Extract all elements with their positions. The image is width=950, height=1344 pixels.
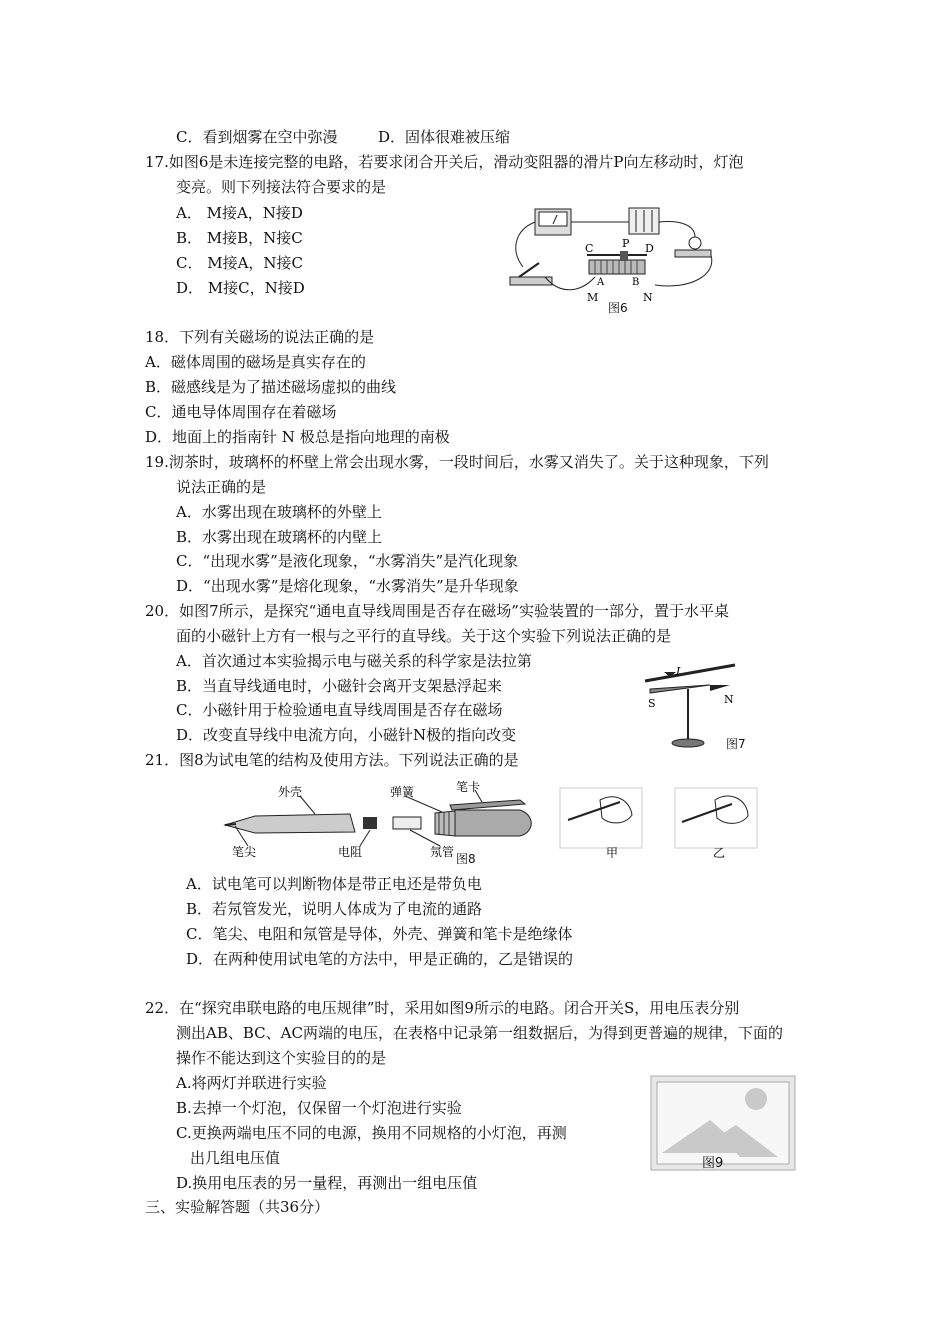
q18-stem: 18．下列有关磁场的说法正确的是: [145, 328, 375, 346]
q17-stem-line1: 17.如图6是未连接完整的电路，若要求闭合开关后，滑动变阻器的滑片P向左移动时，灯泡: [145, 153, 744, 171]
fig8-label-yi: 乙: [713, 846, 726, 858]
q18-option-d: D．地面上的指南针 N 极总是指向地理的南极: [145, 428, 450, 446]
figure-8-caption: 图8: [456, 852, 476, 866]
q20-stem-line1: 20．如图7所示，是探究“通电直导线周围是否存在磁场”实验装置的一部分，置于水平桌: [145, 602, 729, 620]
fig7-label-current: I: [676, 665, 681, 678]
fig7-label-n: N: [724, 693, 734, 706]
q18-option-c: C．通电导体周围存在着磁场: [145, 403, 337, 421]
q22-option-a: A.将两灯并联进行实验: [176, 1074, 327, 1092]
q21-option-a: A．试电笔可以判断物体是带正电还是带负电: [186, 875, 482, 893]
q20-option-c: C．小磁针用于检验通电直导线周围是否存在磁场: [176, 701, 503, 719]
q17-option-a: A． M接A，N接D: [176, 204, 303, 222]
q18-option-b: B．磁感线是为了描述磁场虚拟的曲线: [145, 378, 397, 396]
figure-7-caption: 图7: [726, 737, 746, 751]
q22-option-b: B.去掉一个灯泡，仅保留一个灯泡进行实验: [176, 1099, 462, 1117]
fig8-label-jia: 甲: [606, 846, 619, 858]
q21-option-b: B．若氖管发光，说明人体成为了电流的通路: [186, 900, 483, 918]
fig6-label-p: P: [622, 237, 630, 250]
fig8-label-shell: 外壳: [278, 785, 303, 799]
q21-option-c: C．笔尖、电阻和氖管是导体，外壳、弹簧和笔卡是绝缘体: [186, 925, 573, 943]
q18-option-a: A．磁体周围的磁场是真实存在的: [145, 353, 366, 371]
q20-stem-line2: 面的小磁针上方有一根与之平行的直导线。关于这个实验下列说法正确的是: [176, 627, 672, 645]
figure-7-apparatus: [640, 655, 770, 755]
q22-stem-line3: 操作不能达到这个实验目的的是: [176, 1049, 387, 1067]
fig6-label-b: B: [632, 277, 640, 288]
fig8-label-neon: 氖管: [430, 845, 455, 858]
figure-9-caption: 图9: [702, 1156, 724, 1171]
fig6-label-n: N: [643, 291, 653, 304]
q17-option-c: C． M接A，N接C: [176, 254, 304, 272]
q16-option-c: C．看到烟雾在空中弥漫: [176, 128, 338, 146]
q22-stem-line1: 22．在“探究串联电路的电压规律”时，采用如图9所示的电路。闭合开关S，用电压表分别: [145, 999, 740, 1017]
q17-stem-line2: 变亮。则下列接法符合要求的是: [176, 178, 387, 196]
q20-option-a: A．首次通过本实验揭示电与磁关系的科学家是法拉第: [176, 652, 532, 670]
q22-option-c-line2: 出几组电压值: [190, 1149, 281, 1167]
q19-option-b: B．水雾出现在玻璃杯的内壁上: [176, 528, 383, 546]
q19-option-d: D．“出现水雾”是熔化现象，“水雾消失”是升华现象: [176, 577, 519, 595]
q17-option-d: D． M接C，N接D: [176, 279, 305, 297]
q19-option-a: A．水雾出现在玻璃杯的外壁上: [176, 503, 382, 521]
section-3-title: 三、实验解答题（共36分）: [145, 1198, 330, 1216]
q20-option-b: B．当直导线通电时，小磁针会离开支架悬浮起来: [176, 677, 503, 695]
q21-stem: 21．图8为试电笔的结构及使用方法。下列说法正确的是: [145, 751, 519, 769]
q22-stem-line2: 测出AB、BC、AC两端的电压，在表格中记录第一组数据后，为得到更普遍的规律，下面的: [176, 1024, 783, 1042]
q19-stem-line2: 说法正确的是: [176, 478, 267, 496]
q20-option-d: D．改变直导线中电流方向，小磁针N极的指向改变: [176, 726, 517, 744]
q21-option-d: D．在两种使用试电笔的方法中，甲是正确的，乙是错误的: [186, 950, 574, 968]
figure-6-caption: 图6: [608, 301, 628, 315]
fig8-label-resistor: 电阻: [338, 845, 363, 858]
q22-option-c-line1: C.更换两端电压不同的电源，换用不同规格的小灯泡，再测: [176, 1124, 567, 1142]
fig6-label-m: M: [587, 291, 599, 304]
figure-8-test-pen: [220, 780, 780, 858]
fig8-label-spring: 弹簧: [390, 785, 415, 799]
fig8-label-clip: 笔卡: [456, 780, 481, 794]
q16-option-d: D．固体很难被压缩: [378, 128, 511, 146]
q19-option-c: C．“出现水雾”是液化现象，“水雾消失”是汽化现象: [176, 552, 519, 570]
q22-option-d: D.换用电压表的另一量程，再测出一组电压值: [176, 1174, 478, 1192]
fig6-label-a: A: [597, 277, 605, 288]
fig6-label-d: D: [645, 242, 654, 255]
fig8-label-tip: 笔尖: [232, 845, 257, 858]
fig7-label-s: S: [648, 697, 656, 710]
fig6-label-c: C: [585, 242, 594, 255]
q19-stem-line1: 19.沏茶时，玻璃杯的杯壁上常会出现水雾，一段时间后，水雾又消失了。关于这种现象，下列: [145, 453, 769, 471]
q17-option-b: B． M接B，N接C: [176, 229, 303, 247]
